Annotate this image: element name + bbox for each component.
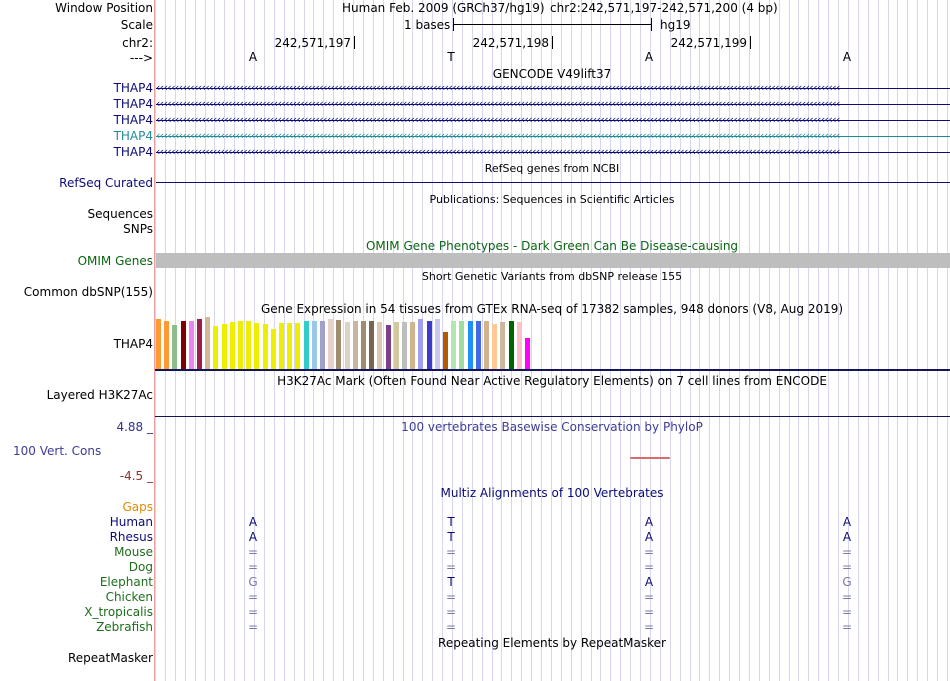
multiz-base: = <box>841 605 853 619</box>
strand-arrows: ‹‹‹‹‹‹‹‹‹‹‹‹‹‹‹‹‹‹‹‹‹‹‹‹‹‹‹‹‹‹‹‹‹‹‹‹‹‹‹‹‹‹‹‹‹‹‹‹‹‹‹‹‹‹‹‹‹‹‹‹‹‹‹‹‹‹‹‹‹‹‹‹‹‹‹‹‹‹‹‹‹‹‹‹‹‹‹‹‹‹‹‹‹‹‹‹‹‹‹‹‹‹‹‹‹‹‹‹‹‹‹‹‹‹‹‹‹‹‹‹‹‹‹‹‹‹‹‹‹‹‹‹‹‹‹‹‹‹‹‹‹‹‹‹‹‹‹‹‹‹‹‹‹‹‹‹‹‹‹‹‹‹‹‹‹‹‹‹‹‹‹‹‹‹‹‹‹‹‹‹ <box>156 131 840 142</box>
gtex-tissue-bar[interactable] <box>435 319 440 369</box>
dbsnp-label[interactable]: Common dbSNP(155) <box>23 285 153 299</box>
gtex-baseline <box>155 369 950 371</box>
gtex-tissue-bar[interactable] <box>353 321 358 369</box>
gencode-transcript-line[interactable] <box>156 83 950 95</box>
gencode-transcript-line[interactable] <box>156 99 950 111</box>
multiz-base: = <box>247 590 259 604</box>
gtex-tissue-bar[interactable] <box>484 321 489 369</box>
multiz-base: = <box>247 545 259 559</box>
gtex-tissue-bar[interactable] <box>164 321 169 369</box>
gtex-tissue-bar[interactable] <box>172 325 177 369</box>
refseq-line[interactable] <box>156 182 950 183</box>
multiz-species-label[interactable]: Zebrafish <box>96 620 153 634</box>
gencode-transcript-line[interactable] <box>156 115 950 127</box>
omim-title: OMIM Gene Phenotypes - Dark Green Can Be Disease-causing <box>365 239 739 253</box>
gtex-tissue-bar[interactable] <box>181 321 186 369</box>
multiz-base: = <box>247 620 259 634</box>
gtex-tissue-bar[interactable] <box>402 322 407 369</box>
multiz-base: = <box>841 545 853 559</box>
gtex-tissue-bar[interactable] <box>517 322 522 369</box>
multiz-base: T <box>447 515 455 529</box>
multiz-base: = <box>841 590 853 604</box>
multiz-species-label[interactable]: Chicken <box>105 590 153 604</box>
pubs-title: Publications: Sequences in Scientific Articles <box>429 193 675 206</box>
multiz-title: Multiz Alignments of 100 Vertebrates <box>440 486 664 500</box>
multiz-base: = <box>643 560 655 574</box>
gtex-tissue-bar[interactable] <box>205 317 210 369</box>
gtex-tissue-bar[interactable] <box>451 321 456 369</box>
gtex-tissue-bar[interactable] <box>459 321 464 369</box>
multiz-base: A <box>644 515 654 529</box>
strand-arrows: ‹‹‹‹‹‹‹‹‹‹‹‹‹‹‹‹‹‹‹‹‹‹‹‹‹‹‹‹‹‹‹‹‹‹‹‹‹‹‹‹‹‹‹‹‹‹‹‹‹‹‹‹‹‹‹‹‹‹‹‹‹‹‹‹‹‹‹‹‹‹‹‹‹‹‹‹‹‹‹‹‹‹‹‹‹‹‹‹‹‹‹‹‹‹‹‹‹‹‹‹‹‹‹‹‹‹‹‹‹‹‹‹‹‹‹‹‹‹‹‹‹‹‹‹‹‹‹‹‹‹‹‹‹‹‹‹‹‹‹‹‹‹‹‹‹‹‹‹‹‹‹‹‹‹‹‹‹‹‹‹‹‹‹‹‹‹‹‹‹‹‹‹‹‹‹‹‹‹‹‹ <box>156 147 840 158</box>
gtex-tissue-bar[interactable] <box>312 321 317 369</box>
assembly-name: Human Feb. 2009 (GRCh37/hg19) <box>342 1 545 15</box>
base-1: A <box>248 50 258 64</box>
repeatmasker-label[interactable]: RepeatMasker <box>67 651 153 665</box>
gtex-tissue-bar[interactable] <box>418 319 423 369</box>
multiz-base: = <box>445 620 457 634</box>
multiz-base: = <box>643 545 655 559</box>
refseq-title: RefSeq genes from NCBI <box>484 162 620 175</box>
omim-feature-bar[interactable] <box>156 253 950 268</box>
repeatmasker-title: Repeating Elements by RepeatMasker <box>438 636 666 650</box>
gencode-transcript-label[interactable]: THAP4 <box>113 129 153 143</box>
multiz-base: A <box>248 530 258 544</box>
multiz-base: = <box>841 560 853 574</box>
gtex-tissue-bar[interactable] <box>197 319 202 369</box>
gencode-transcript-label[interactable]: THAP4 <box>113 97 153 111</box>
multiz-base: = <box>841 620 853 634</box>
ruler-tick-2 <box>552 36 553 49</box>
gtex-tissue-bar[interactable] <box>500 322 505 369</box>
strand-arrows: ‹‹‹‹‹‹‹‹‹‹‹‹‹‹‹‹‹‹‹‹‹‹‹‹‹‹‹‹‹‹‹‹‹‹‹‹‹‹‹‹‹‹‹‹‹‹‹‹‹‹‹‹‹‹‹‹‹‹‹‹‹‹‹‹‹‹‹‹‹‹‹‹‹‹‹‹‹‹‹‹‹‹‹‹‹‹‹‹‹‹‹‹‹‹‹‹‹‹‹‹‹‹‹‹‹‹‹‹‹‹‹‹‹‹‹‹‹‹‹‹‹‹‹‹‹‹‹‹‹‹‹‹‹‹‹‹‹‹‹‹‹‹‹‹‹‹‹‹‹‹‹‹‹‹‹‹‹‹‹‹‹‹‹‹‹‹‹‹‹‹‹‹‹‹‹‹‹‹‹‹ <box>156 83 840 94</box>
coord-label-3: 242,571,199 <box>670 36 747 50</box>
gtex-tissue-bar[interactable] <box>222 324 227 369</box>
multiz-base: T <box>447 530 455 544</box>
h3k27ac-baseline <box>155 416 950 417</box>
scale-label: Scale <box>120 18 153 32</box>
multiz-base: = <box>643 620 655 634</box>
scale-bar-right-cap <box>651 18 652 31</box>
multiz-species-label[interactable]: Dog <box>128 560 153 574</box>
gtex-tissue-bar[interactable] <box>369 321 374 369</box>
ruler-tick-1 <box>354 36 355 49</box>
multiz-base: = <box>445 590 457 604</box>
gtex-tissue-bar[interactable] <box>410 322 415 369</box>
pubs-sequences-label[interactable]: Sequences <box>87 207 153 221</box>
gtex-chart[interactable] <box>156 317 536 369</box>
refseq-label[interactable]: RefSeq Curated <box>59 176 153 190</box>
base-2: T <box>447 50 455 64</box>
track-left-border <box>154 0 155 681</box>
gtex-tissue-bar[interactable] <box>213 326 218 369</box>
gtex-title: Gene Expression in 54 tissues from GTEx RNA-seq of 17382 samples, 948 donors (V8, Aug 2019) <box>260 302 844 316</box>
multiz-base: = <box>247 605 259 619</box>
phylop-max-label: 4.88 _ <box>116 420 153 434</box>
scale-db: hg19 <box>660 18 691 32</box>
gtex-tissue-bar[interactable] <box>361 321 366 369</box>
multiz-base: G <box>248 575 258 589</box>
window-position-label: Window Position <box>55 1 153 15</box>
gtex-tissue-bar[interactable] <box>345 322 350 369</box>
ruler-tick-3 <box>750 36 751 49</box>
gtex-tissue-bar[interactable] <box>287 323 292 369</box>
gtex-tissue-bar[interactable] <box>304 321 309 369</box>
gtex-tissue-bar[interactable] <box>254 323 259 369</box>
gencode-transcript-label[interactable]: THAP4 <box>113 113 153 127</box>
multiz-base: = <box>643 590 655 604</box>
h3k27ac-title: H3K27Ac Mark (Often Found Near Active Regulatory Elements) on 7 cell lines from ENCODE <box>277 374 827 388</box>
gtex-tissue-bar[interactable] <box>394 322 399 369</box>
gtex-tissue-bar[interactable] <box>263 324 268 369</box>
scale-bar-left-cap <box>453 18 454 31</box>
base-3: A <box>644 50 654 64</box>
multiz-base: A <box>644 530 654 544</box>
multiz-gaps-label[interactable]: Gaps <box>122 500 153 514</box>
multiz-base: A <box>248 515 258 529</box>
phylop-min-label: -4.5 _ <box>119 469 153 483</box>
gtex-tissue-bar[interactable] <box>443 332 448 369</box>
multiz-species-label[interactable]: Human <box>109 515 153 529</box>
gtex-tissue-bar[interactable] <box>230 322 235 369</box>
h3k27ac-label[interactable]: Layered H3K27Ac <box>46 388 153 402</box>
gtex-tissue-bar[interactable] <box>386 325 391 369</box>
multiz-base: = <box>643 605 655 619</box>
multiz-base: A <box>842 530 852 544</box>
multiz-base: A <box>644 575 654 589</box>
gencode-title: GENCODE V49lift37 <box>492 67 612 81</box>
coord-label-2: 242,571,198 <box>472 36 549 50</box>
multiz-species-label[interactable]: Rhesus <box>109 530 153 544</box>
gtex-tissue-bar[interactable] <box>336 320 341 369</box>
multiz-base: = <box>445 605 457 619</box>
gtex-tissue-bar[interactable] <box>189 321 194 369</box>
gtex-tissue-bar[interactable] <box>476 321 481 369</box>
position-text[interactable]: chr2:242,571,197-242,571,200 (4 bp) <box>550 1 778 15</box>
omim-label[interactable]: OMIM Genes <box>77 254 153 268</box>
gtex-tissue-bar[interactable] <box>468 321 473 369</box>
gtex-tissue-bar[interactable] <box>238 321 243 369</box>
gtex-tissue-bar[interactable] <box>279 323 284 369</box>
phylop-track-label[interactable]: 100 Vert. Cons <box>13 444 102 458</box>
gtex-tissue-bar[interactable] <box>271 329 276 369</box>
gtex-label[interactable]: THAP4 <box>113 337 153 351</box>
gtex-tissue-bar[interactable] <box>427 321 432 369</box>
chr-label: chr2: <box>122 36 153 50</box>
phylop-signal <box>630 457 670 459</box>
coord-label-1: 242,571,197 <box>274 36 351 50</box>
gencode-transcript-label[interactable]: THAP4 <box>113 81 153 95</box>
multiz-species-label[interactable]: Mouse <box>114 545 153 559</box>
multiz-base: A <box>842 515 852 529</box>
gtex-tissue-bar[interactable] <box>246 321 251 369</box>
gtex-tissue-bar[interactable] <box>320 321 325 369</box>
multiz-base: T <box>447 575 455 589</box>
strand-arrows: ‹‹‹‹‹‹‹‹‹‹‹‹‹‹‹‹‹‹‹‹‹‹‹‹‹‹‹‹‹‹‹‹‹‹‹‹‹‹‹‹‹‹‹‹‹‹‹‹‹‹‹‹‹‹‹‹‹‹‹‹‹‹‹‹‹‹‹‹‹‹‹‹‹‹‹‹‹‹‹‹‹‹‹‹‹‹‹‹‹‹‹‹‹‹‹‹‹‹‹‹‹‹‹‹‹‹‹‹‹‹‹‹‹‹‹‹‹‹‹‹‹‹‹‹‹‹‹‹‹‹‹‹‹‹‹‹‹‹‹‹‹‹‹‹‹‹‹‹‹‹‹‹‹‹‹‹‹‹‹‹‹‹‹‹‹‹‹‹‹‹‹‹‹‹‹‹‹‹‹‹ <box>156 99 840 110</box>
gtex-tissue-bar[interactable] <box>525 338 530 369</box>
gencode-transcript-line[interactable] <box>156 131 950 143</box>
gencode-transcript-line[interactable] <box>156 147 950 159</box>
dbsnp-title: Short Genetic Variants from dbSNP release 155 <box>421 270 683 283</box>
scale-text: 1 bases <box>404 18 451 32</box>
base-4: A <box>842 50 852 64</box>
multiz-base: = <box>247 560 259 574</box>
scale-bar <box>453 24 652 25</box>
gtex-tissue-bar[interactable] <box>328 319 333 369</box>
gtex-tissue-bar[interactable] <box>509 321 514 369</box>
multiz-species-label[interactable]: Elephant <box>99 575 153 589</box>
pubs-snps-label[interactable]: SNPs <box>123 222 153 236</box>
gtex-tissue-bar[interactable] <box>377 322 382 369</box>
gencode-transcript-label[interactable]: THAP4 <box>113 145 153 159</box>
phylop-title: 100 vertebrates Basewise Conservation by PhyloP <box>401 420 703 434</box>
gtex-tissue-bar[interactable] <box>492 324 497 369</box>
strand-arrows: ‹‹‹‹‹‹‹‹‹‹‹‹‹‹‹‹‹‹‹‹‹‹‹‹‹‹‹‹‹‹‹‹‹‹‹‹‹‹‹‹‹‹‹‹‹‹‹‹‹‹‹‹‹‹‹‹‹‹‹‹‹‹‹‹‹‹‹‹‹‹‹‹‹‹‹‹‹‹‹‹‹‹‹‹‹‹‹‹‹‹‹‹‹‹‹‹‹‹‹‹‹‹‹‹‹‹‹‹‹‹‹‹‹‹‹‹‹‹‹‹‹‹‹‹‹‹‹‹‹‹‹‹‹‹‹‹‹‹‹‹‹‹‹‹‹‹‹‹‹‹‹‹‹‹‹‹‹‹‹‹‹‹‹‹‹‹‹‹‹‹‹‹‹‹‹‹‹‹‹‹ <box>156 115 840 126</box>
gtex-tissue-bar[interactable] <box>156 319 161 369</box>
multiz-species-label[interactable]: X_tropicalis <box>84 605 153 619</box>
strand-label: ---> <box>129 51 153 65</box>
multiz-base: = <box>445 560 457 574</box>
multiz-base: = <box>445 545 457 559</box>
gtex-tissue-bar[interactable] <box>295 323 300 369</box>
multiz-base: G <box>842 575 852 589</box>
